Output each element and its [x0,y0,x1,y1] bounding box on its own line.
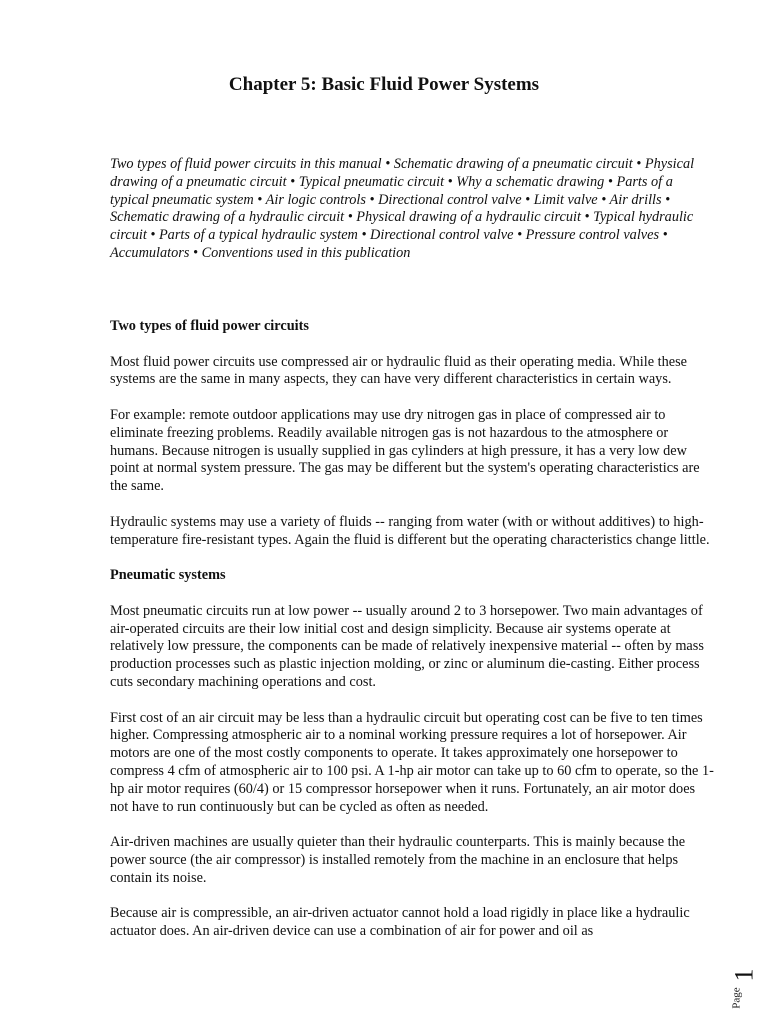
paragraph: Air-driven machines are usually quieter than their hydraulic counterparts. This is mainly because the power source (the air compressor) is installed remotely from the machine in an enclosure that helps contain its noise. [110,834,686,886]
paragraph: Hydraulic systems may use a variety of fluids -- ranging from water (with or without additives) to high-temperature fire-resistant types. Again the fluid is different but the operating characteristics change little. [110,513,710,548]
page-number-label [729,962,768,1010]
section-heading: Pneumatic systems [110,567,226,584]
chapter-intro: Two types of fluid power circuits in this manual • Schematic drawing of a pneumatic circuit • Physical drawing of a pneumatic circuit • Typical pneumatic circuit • Why a schematic drawing • Parts of a typical pneumatic system • Air logic controls • Directional control valve • Limit valve • Air drills • Schematic drawing of a hydraulic circuit • Physical drawing of a hydraulic circuit • Typical hydraulic circuit • Parts of a typical hydraulic system • Directional control valve • Pressure control valves • Accumulators • Conventions used in this publication [110,156,695,261]
page-word: Page [730,987,743,1009]
paragraph: Most pneumatic circuits run at low power -- usually around 2 to 3 horsepower. Two main advantages of air-operated circuits are their low initial cost and design simplicity. Because air systems operate at relatively low pressure, the components can be made of relatively inexpensive material -- often by mass production processes such as plastic injection molding, or zinc or aluminum die-casting. Either process cuts secondary machining operations and cost. [110,602,704,690]
page-title: Chapter 5: Basic Fluid Power Systems [228,74,540,95]
paragraph: For example: remote outdoor applications may use dry nitrogen gas in place of compressed air to eliminate freezing problems. Readily available nitrogen gas is not hazardous to the atmosphere or humans. Because nitrogen is usually supplied in gas cylinders at high pressure, it has a very low dew point at normal system pressure. The gas may be different but the system's operating characteristics are the same. [110,406,700,495]
page-number: 1 [729,968,759,982]
paragraph: Because air is compressible, an air-driven actuator cannot hold a load rigidly in place like a hydraulic actuator does. An air-driven device can use a combination of air for power and oil as [110,905,690,940]
section-heading: Two types of fluid power circuits [110,318,309,334]
main-content [110,318,715,959]
paragraph: First cost of an air circuit may be less than a hydraulic circuit but operating cost can be five to ten times higher. Compressing atmospheric air to a nominal working pressure requires a lot of horsepower. Air motors are one of the most costly components to operate. It takes approximately one horsepower to compress 4 cfm of atmospheric air to 100 psi. A 1-hp air motor can take up to 60 cfm to operate, so the 1-hp air motor requires (60/4) or 15 compressor horsepower when it runs. Fortunately, an air motor does not have to run continuously but can be cycled as often as needed. [110,709,714,815]
paragraph: Most fluid power circuits use compressed air or hydraulic fluid as their operating media. While these systems are the same in many aspects, they can have very different characteristics in certain ways. [110,353,688,388]
